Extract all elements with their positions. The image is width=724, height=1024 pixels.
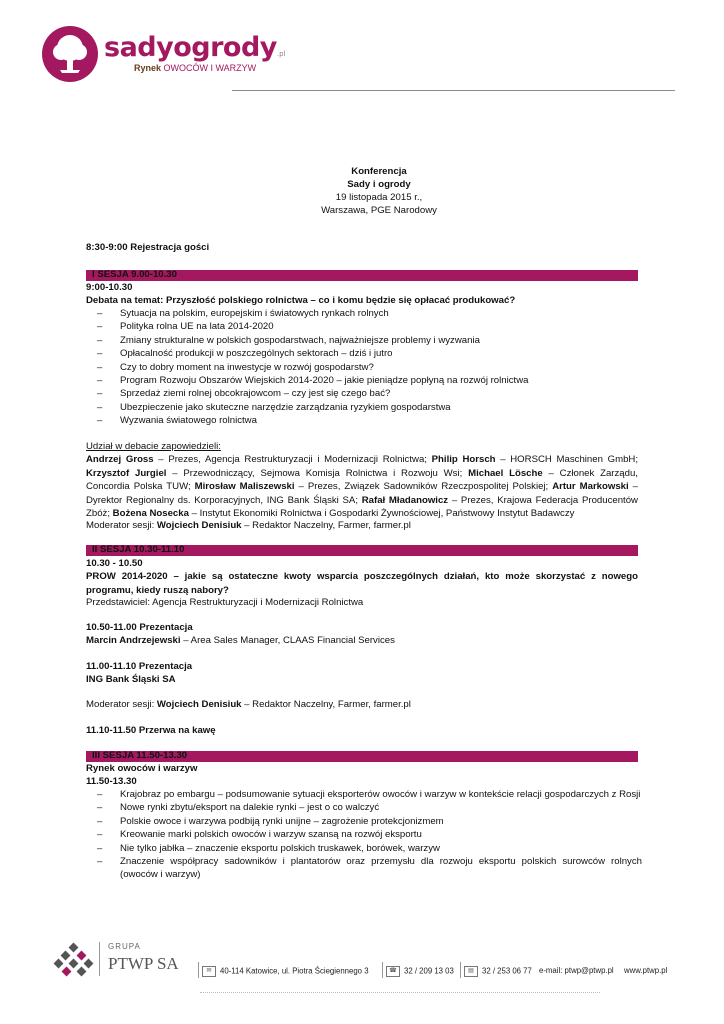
conference-date: 19 listopada 2015 r., <box>335 192 423 203</box>
participant-name: Rafał Mładanowicz <box>361 494 449 506</box>
moderator-role: – Redaktor Naczelny, Farmer, farmer.pl <box>241 699 411 710</box>
session3-topics <box>86 788 642 882</box>
participants-list <box>86 453 638 521</box>
list-item: – Nowe rynki zbytu/eksport na dalekie rynki – jest o co walczyć <box>86 801 642 814</box>
ptwp-diamonds-icon <box>55 944 93 976</box>
logo-tagline <box>134 63 256 73</box>
session2-bar <box>86 545 638 556</box>
list-item: – Sytuacja na polskim, europejskim i światowych rynkach rolnych <box>86 307 642 320</box>
list-item: – Kreowanie marki polskich owoców i warzyw szansą na rozwój eksportu <box>86 828 642 841</box>
participant-name: Krzysztof Jurgiel <box>86 467 167 479</box>
list-item: – Zmiany strukturalne w polskich gospodarstwach, najważniejsze problemy i wyzwania <box>86 334 642 347</box>
participant-name: Andrzej Gross <box>86 454 154 465</box>
participant-role: – Instytut Ekonomiki Rolnictwa i Gospodarki Żywnościowej, Państwowy Instytut Badawczy <box>188 508 575 519</box>
logo-wordmark: sadyogrody.pl <box>104 32 286 63</box>
moderator-label: Moderator sesji: <box>86 699 157 710</box>
speaker-role: – Area Sales Manager, CLAAS Financial Services <box>180 635 395 646</box>
session1-time: 9:00-10.30 <box>86 282 133 293</box>
session2-label: II SESJA 10.30-11.10 <box>92 544 185 555</box>
session2-moderator <box>86 698 672 711</box>
footer-www: www.ptwp.pl <box>624 966 668 975</box>
participant-role: – Prezes, Krajowa Federacja Producentów Zbóż; <box>86 494 638 519</box>
list-item: – Wyzwania światowego rolnictwa <box>86 414 642 427</box>
footer-fax <box>464 966 532 977</box>
session3-label: III SESJA 11.50-13.30 <box>92 750 188 761</box>
footer-email: e-mail: ptwp@ptwp.pl <box>539 966 614 975</box>
footer-address <box>202 966 369 977</box>
presentation2-time: 11.00-11.10 Prezentacja <box>86 661 193 672</box>
session1-label: I SESJA 9.00-10.30 <box>92 269 177 280</box>
speaker-name: Marcin Andrzejewski <box>86 635 181 646</box>
coffee-break: 11.10-11.50 Przerwa na kawę <box>86 725 216 736</box>
phone-text: 32 / 209 13 03 <box>404 966 454 976</box>
fax-icon: ▤ <box>464 966 478 977</box>
footer-dotted-line <box>200 992 600 994</box>
list-item: – Nie tylko jabłka – znaczenie eksportu polskich truskawek, borówek, warzyw <box>86 842 642 855</box>
conference-name: Sady i ogrody <box>347 179 411 190</box>
participant-name: Mirosław Maliszewski <box>194 481 295 492</box>
participant-role: – Dyrektor Regionalny ds. Korporacyjnych, ING Bank Śląski SA; <box>86 481 638 506</box>
tree-logo-icon <box>42 26 98 82</box>
logo-tagline-bold: Rynek <box>134 63 162 73</box>
ptwp-grupa: GRUPA <box>108 942 141 951</box>
logo-domain: .pl <box>276 50 286 58</box>
logo-tagline-rest: OWOCÓW I WARZYW <box>161 63 257 73</box>
session1-bar <box>86 270 638 281</box>
ptwp-name: PTWP SA <box>108 954 179 973</box>
participant-name: Bożena Nosecka <box>112 508 189 519</box>
session1-debate-title: Debata na temat: Przyszłość polskiego rolnictwa – co i komu będzie się opłacać produkować? <box>86 295 516 306</box>
header-divider <box>232 90 675 91</box>
moderator-name: Wojciech Denisiuk <box>156 520 242 531</box>
participant-name: Artur Markowski <box>552 481 629 492</box>
participant-name: Michael Lösche <box>468 467 543 479</box>
participant-name: Philip Horsch <box>431 454 496 465</box>
list-item: – Znaczenie współpracy sadowników i plantatorów oraz przemysłu dla rozwoju eksportu polskich surowców rolnych (owoców i warzyw) <box>86 855 642 882</box>
session1-moderator <box>86 519 672 532</box>
conference-label: Konferencja <box>351 166 407 177</box>
moderator-label: Moderator sesji: <box>86 520 157 531</box>
presentation1-speaker <box>86 634 672 647</box>
list-item: – Polskie owoce i warzywa podbiją rynki unijne – zagrożenie protekcjonizmem <box>86 815 642 828</box>
list-item: – Polityka rolna UE na lata 2014-2020 <box>86 320 642 333</box>
footer-phone <box>386 966 454 977</box>
phone-icon: ☎ <box>386 966 400 977</box>
list-item: – Program Rozwoju Obszarów Wiejskich 2014-2020 – jakie pieniądze popłyną na rozwój rolnictwa <box>86 374 642 387</box>
list-item: – Krajobraz po embargu – podsumowanie sytuacji eksporterów owoców i warzyw w kontekście relacji gospodarczych z Rosji <box>86 788 642 801</box>
moderator-role: – Redaktor Naczelny, Farmer, farmer.pl <box>241 520 411 531</box>
presentation2-speaker: ING Bank Śląski SA <box>86 674 176 685</box>
participant-role: – Prezes, Agencja Restrukturyzacji i Modernizacji Rolnictwa; <box>153 454 432 465</box>
session3-title: Rynek owoców i warzyw <box>86 763 198 774</box>
fax-text: 32 / 253 06 77 <box>482 966 532 976</box>
session2-time: 10.30 - 10.50 <box>86 558 143 569</box>
session3-bar <box>86 751 638 762</box>
prow-title: PROW 2014-2020 – jakie są ostateczne kwoty wsparcia poszczególnych działań, kto może skorzystać z nowego programu, kiedy ruszą nabory? <box>86 571 638 596</box>
session1-topics <box>86 307 642 428</box>
conference-venue: Warszawa, PGE Narodowy <box>321 205 437 216</box>
participant-role: – Członek Zarządu, Concordia Polska TUW; <box>86 467 638 492</box>
list-item: – Ubezpieczenie jako skuteczne narzędzie zarządzania ryzykiem gospodarstwa <box>86 401 642 414</box>
participants-heading: Udział w debacie zapowiedzieli: <box>86 441 221 452</box>
moderator-name: Wojciech Denisiuk <box>156 699 242 710</box>
address-text: 40-114 Katowice, ul. Piotra Ściegiennego 3 <box>220 966 369 976</box>
sadyogrody-logo <box>42 26 286 84</box>
registration: 8:30-9:00 Rejestracja gości <box>86 242 210 253</box>
list-item: – Czy to dobry moment na inwestycje w rozwój gospodarstw? <box>86 361 642 374</box>
envelope-icon: ✉ <box>202 966 216 977</box>
list-item: – Sprzedaż ziemi rolnej obcokrajowcom – czy jest się czego bać? <box>86 387 642 400</box>
participant-role: – Prezes, Związek Sadowników Rzeczpospolitej Polskiej; <box>294 481 553 492</box>
participant-role: – Przewodniczący, Sejmowa Komisja Rolnictwa i Rozwoju Wsi; <box>166 467 469 479</box>
prow-representative: Przedstawiciel: Agencja Restrukturyzacji i Modernizacji Rolnictwa <box>86 597 364 608</box>
list-item: – Opłacalność produkcji w poszczególnych sektorach – dziś i jutro <box>86 347 642 360</box>
presentation1-time: 10.50-11.00 Prezentacja <box>86 622 193 633</box>
session3-time: 11.50-13.30 <box>86 776 137 787</box>
participant-role: – HORSCH Maschinen GmbH; <box>495 454 638 465</box>
